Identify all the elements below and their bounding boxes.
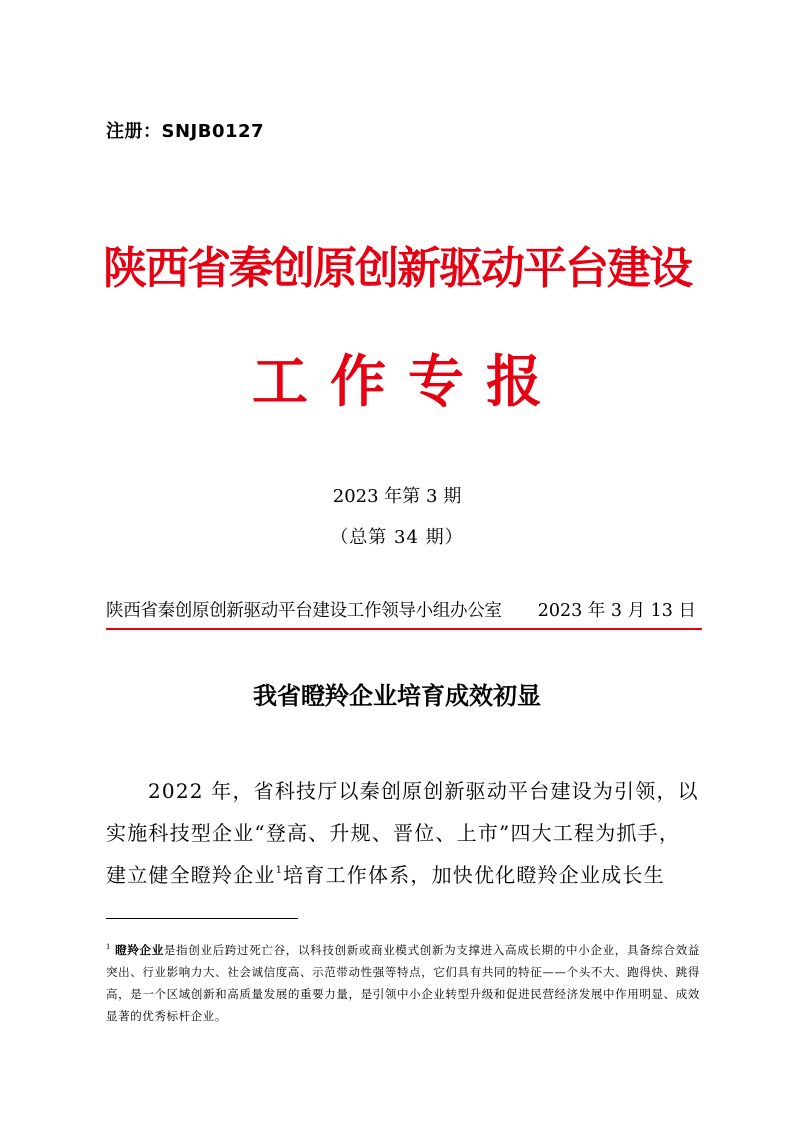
body-paragraph-line: 2022 年，省科技厅以秦创原创新驱动平台建设为引领，以 [148, 779, 699, 803]
masthead-title: 陕西省秦创原创新驱动平台建设 [103, 243, 691, 294]
registration-number: 注册：SNJB0127 [106, 121, 265, 142]
red-divider [106, 628, 702, 630]
masthead-subtitle: 工作专报 [252, 349, 564, 415]
footnote-text: 是指创业后跨过死亡谷，以科技创新或商业模式创新为支撑进入高成长期的中小企业，具备综合效益突出、行业影响力大、社会诚信度高、示范带动性强等特点，它们具有共同的特征——个头不大、跑得快、跳得高，是一个区域创新和高质量发展的重要力量，是引领中小企业转型升级和促进民营经济发展中作用明显、成效显著的优秀标杆企业。 [106, 943, 700, 1023]
article-title: 我省瞪羚企业培育成效初显 [253, 681, 541, 710]
footnote-divider [106, 918, 298, 919]
footnote-marker: 1 [106, 943, 112, 951]
issue-total: （总第 34 期） [330, 527, 464, 548]
issuing-office: 陕西省秦创原创新驱动平台建设工作领导小组办公室 [106, 601, 502, 621]
issue-date: 2023 年 3 月 13 日 [537, 601, 696, 621]
footnote-reference[interactable]: 1 [275, 865, 284, 876]
body-paragraph-line: 实施科技型企业“登高、升规、晋位、上市”四大工程为抓手， [106, 821, 681, 845]
issue-number: 2023 年第 3 期 [332, 486, 462, 507]
body-text: 培育工作体系，加快优化瞪羚企业成长生 [283, 863, 665, 887]
body-text: 建立健全瞪羚企业 [106, 863, 276, 887]
body-paragraph-line [106, 859, 696, 888]
footnote-term: 瞪羚企业 [115, 943, 164, 957]
footnote [106, 936, 700, 1027]
